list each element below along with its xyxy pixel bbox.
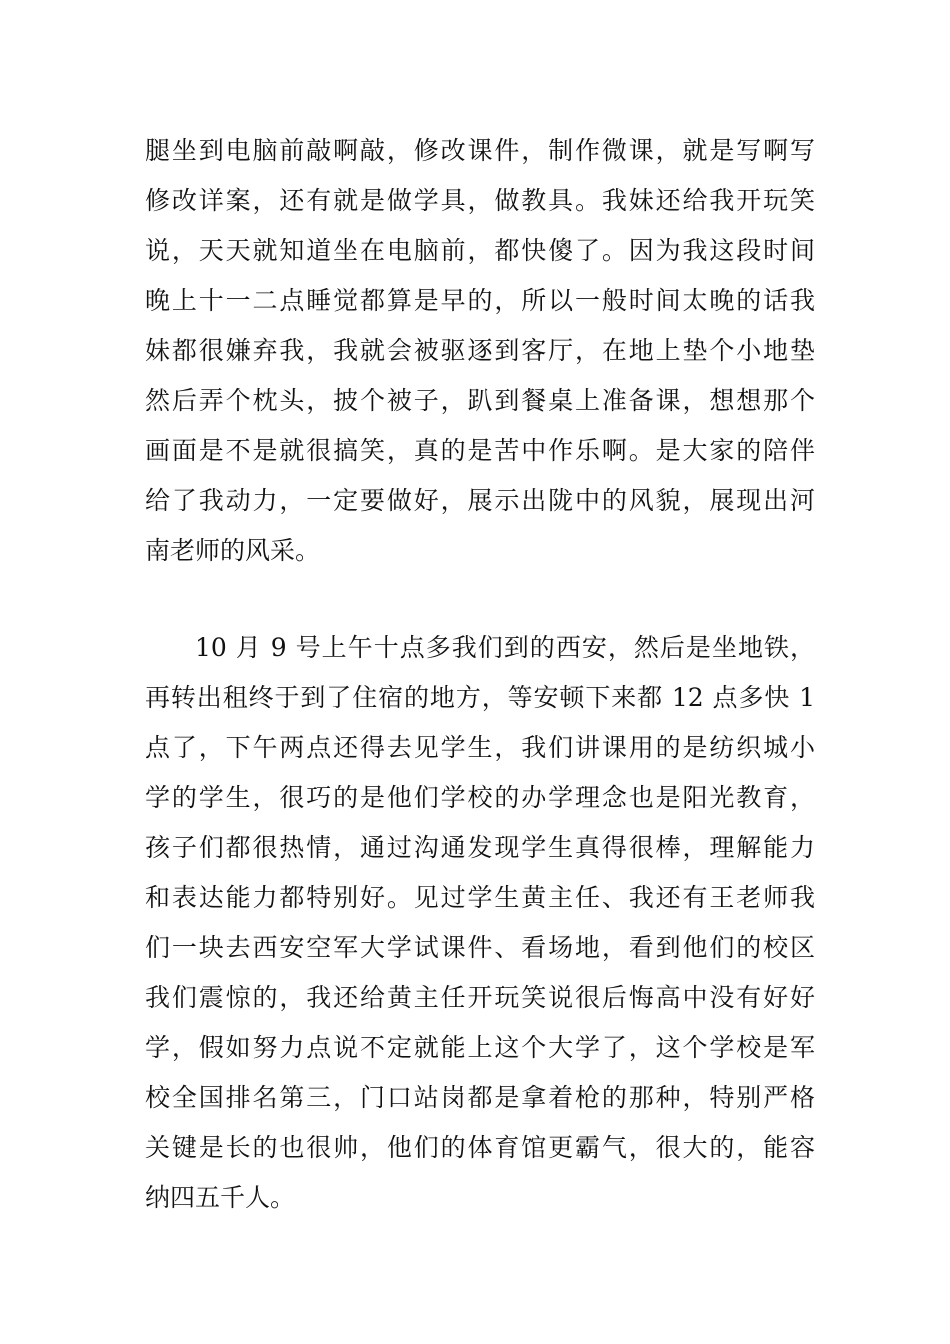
text-line: 南老师的风采。: [145, 536, 321, 565]
text-line: 然后弄个枕头，披个被子，趴到餐桌上准备课，想想那个: [145, 386, 815, 415]
text-line: 我们震惊的，我还给黄主任开玩笑说很后悔高中没有好好: [145, 983, 815, 1012]
text-line: 说，天天就知道坐在电脑前，都快傻了。因为我这段时间: [145, 236, 815, 265]
text-line: 孩子们都很热情，通过沟通发现学生真得很棒，理解能力: [145, 833, 815, 862]
text-line: 学，假如努力点说不定就能上这个大学了，这个学校是军: [145, 1033, 815, 1062]
paragraph-2: [145, 623, 815, 1223]
text-line: 点了，下午两点还得去见学生，我们讲课用的是纺织城小: [145, 733, 815, 762]
text-line: 修改详案，还有就是做学具，做教具。我妹还给我开玩笑: [145, 186, 815, 215]
text-line: 腿坐到电脑前敲啊敲，修改课件，制作微课，就是写啊写: [145, 136, 815, 165]
text-line: 学的学生，很巧的是他们学校的办学理念也是阳光教育，: [145, 783, 815, 812]
text-line: 再转出租终于到了住宿的地方，等安顿下来都 12 点多快 1: [145, 683, 815, 712]
text-line: 给了我动力，一定要做好，展示出陇中的风貌，展现出河: [145, 486, 815, 515]
text-line: 校全国排名第三，门口站岗都是拿着枪的那种，特别严格: [145, 1083, 815, 1112]
text-line: 和表达能力都特别好。见过学生黄主任、我还有王老师我: [145, 883, 815, 912]
text-line: 10 月 9 号上午十点多我们到的西安，然后是坐地铁，: [195, 633, 815, 662]
text-line: 晚上十一二点睡觉都算是早的，所以一般时间太晚的话我: [145, 286, 815, 315]
text-line: 们一块去西安空军大学试课件、看场地，看到他们的校区: [145, 933, 815, 962]
text-line: 画面是不是就很搞笑，真的是苦中作乐啊。是大家的陪伴: [145, 436, 815, 465]
text-line: 关键是长的也很帅，他们的体育馆更霸气，很大的，能容: [145, 1133, 815, 1162]
text-line: 妹都很嫌弃我，我就会被驱逐到客厅，在地上垫个小地垫: [145, 336, 815, 365]
paragraph-1: [145, 126, 815, 576]
text-line: 纳四五千人。: [145, 1183, 296, 1212]
